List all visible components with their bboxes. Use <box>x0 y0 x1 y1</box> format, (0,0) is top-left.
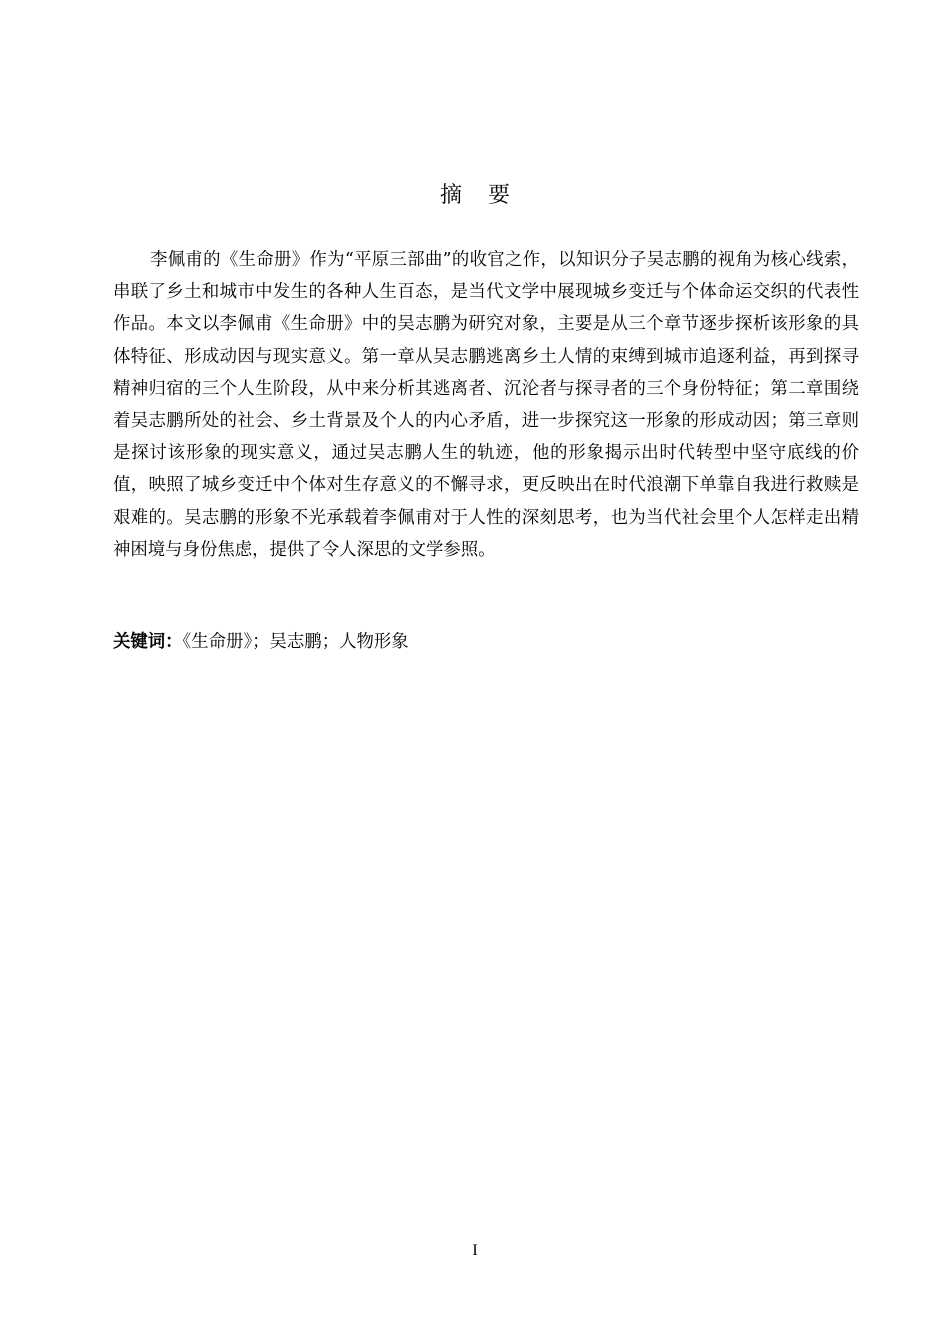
keywords-label: 关键词： <box>113 632 183 652</box>
keywords-line <box>113 628 859 656</box>
abstract-paragraph: 李佩甫的《生命册》作为“平原三部曲”的收官之作，以知识分子吴志鹏的视角为核心线索，串联了乡土和城市中发生的各种人生百态，是当代文学中展现城乡变迁与个体命运交织的代表性作品。本文以李佩甫《生命册》中的吴志鹏为研究对象，主要是从三个章节逐步探析该形象的具体特征、形成动因与现实意义。第一章从吴志鹏逃离乡土人情的束缚到城市追逐利益，再到探寻精神归宿的三个人生阶段，从中来分析其逃离者、沉沦者与探寻者的三个身份特征；第二章围绕着吴志鹏所处的社会、乡土背景及个人的内心矛盾，进一步探究这一形象的形成动因；第三章则是探讨该形象的现实意义，通过吴志鹏人生的轨迹，他的形象揭示出时代转型中坚守底线的价值，映照了城乡变迁中个体对生存意义的不懈寻求，更反映出在时代浪潮下单靠自我进行救赎是艰难的。吴志鹏的形象不光承载着李佩甫对于人性的深刻思考，也为当代社会里个人怎样走出精神困境与身份焦虑，提供了令人深思的文学参照。 <box>113 250 859 560</box>
page-number: I <box>472 1242 478 1259</box>
keywords-value: 《生命册》；吴志鹏；人物形象 <box>182 632 409 652</box>
abstract-heading: 摘要 <box>439 183 536 208</box>
